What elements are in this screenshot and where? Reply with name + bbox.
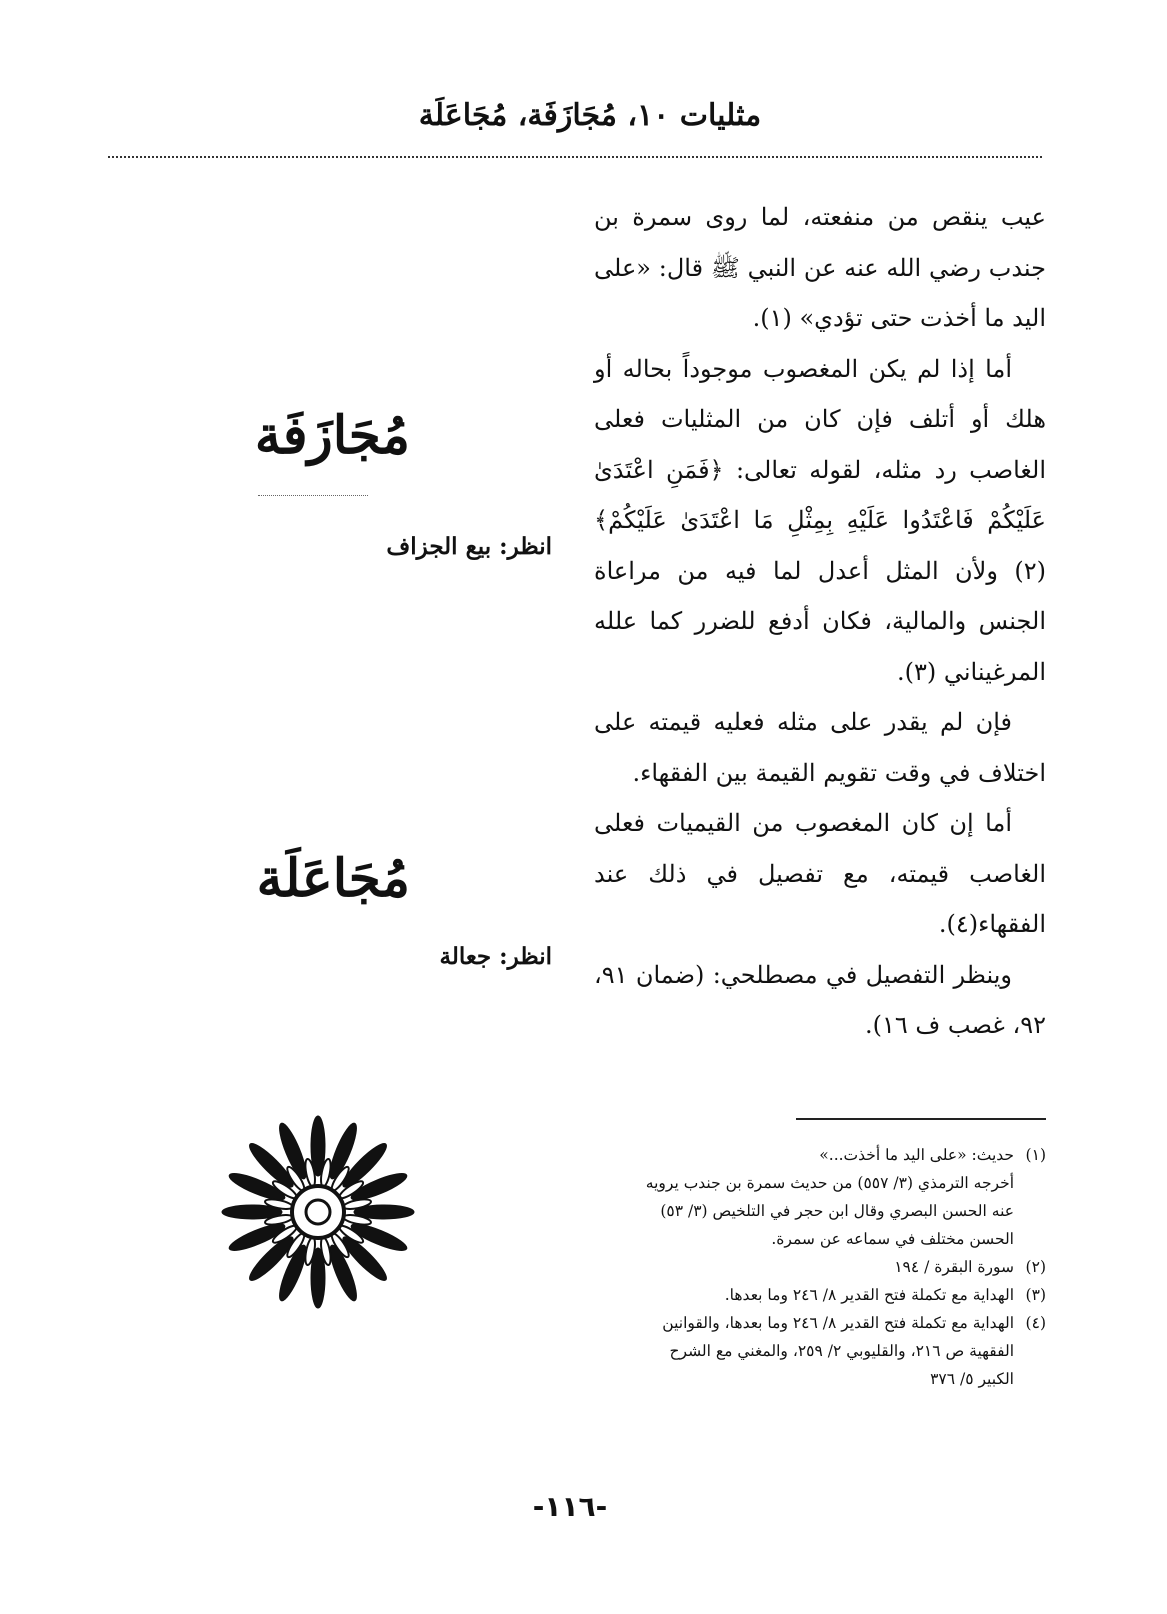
term-heading-mujaala: مُجَاعَلَة	[256, 848, 410, 909]
main-text-column	[594, 192, 1046, 1051]
footnote-text	[584, 1141, 1014, 1253]
term-heading-mujazafa: مُجَازَفَة	[254, 405, 410, 466]
page-header-title: مثليات ١٠، مُجَازَفَة، مُجَاعَلَة	[418, 98, 762, 133]
paragraph: وينظر التفصيل في مصطلحي: (ضمان ٩١، ٩٢، غصب ف ١٦).	[594, 960, 1046, 1039]
footnote-line: الهداية مع تكملة فتح القدير ٨/ ٢٤٦ وما بعدها.	[724, 1286, 1014, 1304]
paragraph: أما إذا لم يكن المغصوب موجوداً بحاله أو هلك أو أتلف فإن كان من المثليات فعلى الغاصب رد مثله، لقوله تعالى: ﴿فَمَنِ اعْتَدَىٰ عَلَيْكُمْ فَاعْتَدُوا عَلَيْهِ بِمِثْلِ مَا اعْتَدَىٰ عَلَيْكُمْ﴾ (٢) ولأن المثل أعدل لما فيه من مراعاة الجنس والمالية، فكان أدفع للضرر كما علله المرغيناني (٣).	[594, 354, 1046, 686]
paragraph: أما إن كان المغصوب من القيميات فعلى الغاصب قيمته، مع تفصيل في ذلك عند الفقهاء(٤).	[594, 809, 1046, 938]
footnote-line: الفقهية ص ٢١٦، والقليوبي ٢/ ٢٥٩، والمغني مع الشرح	[669, 1342, 1014, 1360]
footnote-divider	[796, 1118, 1046, 1120]
page-number: -١١٦-	[532, 1490, 608, 1523]
footnote-item	[584, 1281, 1046, 1309]
footnote-line: الهداية مع تكملة فتح القدير ٨/ ٢٤٦ وما بعدها، والقوانين	[662, 1314, 1014, 1332]
footnote-line: عنه الحسن البصري وقال ابن حجر في التلخيص (٣/ ٥٣)	[660, 1202, 1014, 1220]
footnote-line: حديث: «على اليد ما أخذت...»	[819, 1146, 1014, 1164]
footnote-number: (١)	[1025, 1146, 1046, 1164]
footnote-number: (٤)	[1025, 1314, 1046, 1332]
footnote-line: الكبير ٥/ ٣٧٦	[930, 1370, 1014, 1388]
rosette-core	[306, 1200, 330, 1224]
paragraph: فإن لم يقدر على مثله فعليه قيمته على اختلاف في وقت تقويم القيمة بين الفقهاء.	[594, 708, 1046, 787]
footnote-number: (٢)	[1025, 1258, 1046, 1276]
footnote-number: (٣)	[1025, 1286, 1046, 1304]
footnote-line: أخرجه الترمذي (٣/ ٥٥٧) من حديث سمرة بن جندب يرويه	[645, 1174, 1014, 1192]
footnote-line: الحسن مختلف في سماعه عن سمرة.	[771, 1230, 1014, 1248]
see-also-reference: انظر: بيع الجزاف	[386, 533, 552, 560]
star-rosette-icon	[218, 1112, 418, 1312]
see-also-reference: انظر: جعالة	[439, 943, 552, 970]
footnote-text	[584, 1253, 1014, 1281]
footnotes	[584, 1141, 1046, 1393]
footnote-text	[584, 1309, 1014, 1393]
footnote-item	[584, 1253, 1046, 1281]
header-divider	[108, 156, 1042, 158]
footnote-text	[584, 1281, 1014, 1309]
footnote-line: سورة البقرة / ١٩٤	[894, 1258, 1014, 1276]
footnote-item	[584, 1141, 1046, 1253]
footnote-item	[584, 1309, 1046, 1393]
paragraph: عيب ينقص من منفعته، لما روى سمرة بن جندب رضي الله عنه عن النبي ﷺ قال: «على اليد ما أخذت حتى تؤدي» (١).	[594, 203, 1046, 332]
term-dotted-underline	[258, 495, 368, 496]
